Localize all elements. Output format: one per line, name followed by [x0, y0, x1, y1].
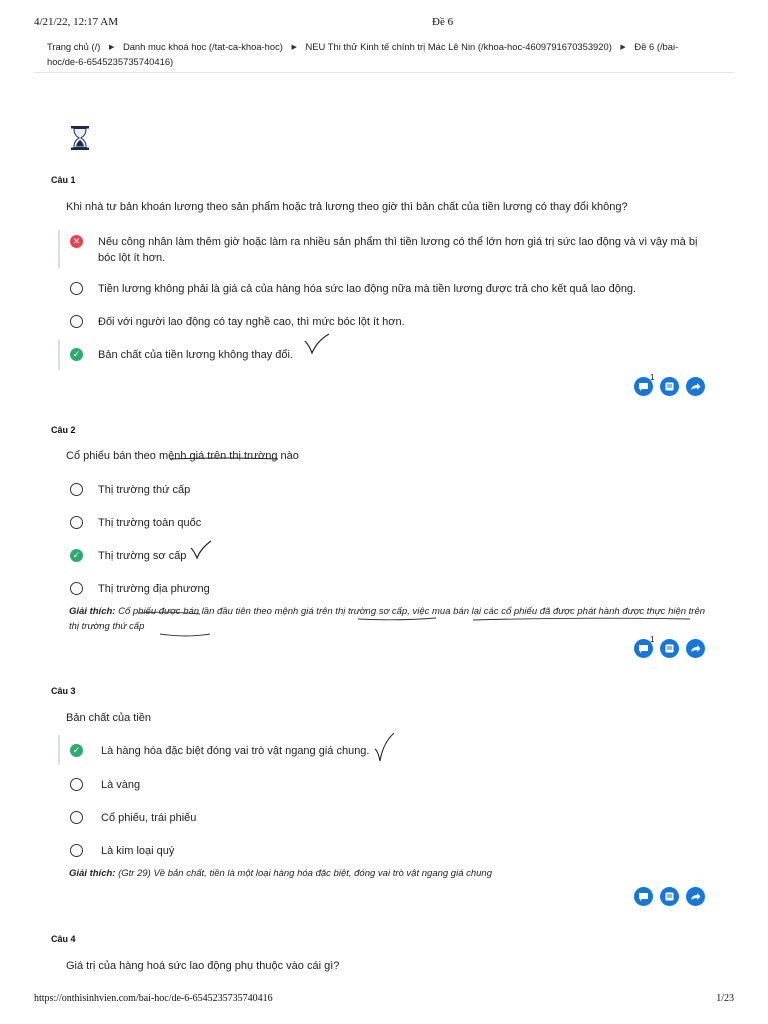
handwritten-underline-marks: [118, 606, 718, 640]
breadcrumb-home[interactable]: Trang chủ (/): [47, 41, 101, 52]
question-text: Bản chất của tiền: [66, 712, 152, 724]
hourglass-icon: [70, 125, 90, 151]
print-page-title: Đề 6: [432, 16, 454, 28]
selected-option-marker: [58, 340, 60, 370]
question-actions: [634, 373, 708, 397]
answer-option-text: Đối với người lao động có tay nghề cao, thì mức bóc lột ít hơn.: [98, 316, 405, 328]
selected-option-marker: [58, 230, 60, 268]
divider: [34, 72, 734, 73]
explanation-text: (Gtr 29) Về bản chất, tiền là một loại hàng hóa đặc biệt, đóng vai trò vật ngang giá chung: [118, 868, 493, 879]
question-text: Khi nhà tư bản khoán lương theo sản phẩm hoặc trả lương theo giờ thì bản chất của tiền lương có thay đổi không?: [66, 201, 628, 213]
breadcrumb-course[interactable]: NEU Thi thử Kinh tế chính trị Mác Lê Nin (/khoa-hoc-4609791670353920): [305, 41, 612, 52]
explanation: [69, 866, 709, 881]
breadcrumb-separator-icon: ▶: [291, 44, 297, 51]
answer-option-text: Tiền lương không phải là giá cả của hàng hóa sức lao động nữa mà tiền lương được trả cho kết quả lao động.: [98, 283, 637, 295]
selected-option-marker: [58, 735, 60, 765]
radio-button[interactable]: [70, 315, 83, 328]
question-actions: [634, 887, 708, 907]
comment-icon[interactable]: [634, 887, 653, 906]
handwritten-checkmark-icon: [374, 731, 396, 765]
explanation-text: Cổ phiếu được bán lần đầu tiên theo mệnh giá trên thị trường sơ cấp, việc mua bán lại các cổ phiếu đã được phát hành được thực hiện trên thị trường thứ cấp: [69, 606, 706, 632]
share-icon[interactable]: [686, 639, 705, 658]
answer-option-text: Là kim loại quý: [101, 845, 175, 857]
explanation-label: Giải thích:: [69, 606, 116, 617]
question-label: Câu 1: [51, 175, 76, 185]
breadcrumb-lesson[interactable]: Đề 6 (/bai-hoc/de-6-6545235735740416): [47, 41, 679, 67]
note-icon[interactable]: [660, 639, 679, 658]
answer-option-text: Bản chất của tiền lương không thay đổi.: [98, 349, 293, 361]
radio-button[interactable]: [70, 282, 83, 295]
radio-button[interactable]: [70, 483, 83, 496]
answer-option-text: Thị trường địa phương: [98, 583, 210, 595]
note-icon[interactable]: [660, 377, 679, 396]
print-datetime: 4/21/22, 12:17 AM: [34, 16, 119, 28]
print-header: [34, 16, 734, 30]
question-text: Giá trị của hàng hoá sức lao động phụ thuộc vào cái gì?: [66, 960, 340, 972]
radio-button[interactable]: [70, 844, 83, 857]
answer-option-text: Là hàng hóa đặc biệt đóng vai trò vật ngang giá chung.: [101, 745, 370, 757]
radio-button[interactable]: [70, 516, 83, 529]
radio-button[interactable]: [70, 582, 83, 595]
correct-check-icon: ✓: [70, 348, 83, 361]
answer-option-text: Nếu công nhân làm thêm giờ hoặc làm ra nhiều sản phẩm thì tiền lương có thể lớn hơn giá trị sức lao động và vì vậy mà bị bóc lột ít hơn.: [98, 236, 698, 264]
comment-count: 1: [650, 635, 655, 644]
answer-option-text: Thị trường sơ cấp: [98, 550, 187, 562]
incorrect-icon: ✕: [70, 235, 83, 248]
breadcrumb-courses[interactable]: Danh mục khoá học (/tat-ca-khoa-hoc): [122, 41, 283, 52]
print-page-number: 1/23: [716, 993, 734, 1004]
question-label: Câu 2: [51, 425, 76, 435]
breadcrumb-separator-icon: ▶: [108, 44, 115, 51]
question-actions: [634, 635, 708, 659]
handwritten-checkmark-icon: [190, 540, 212, 560]
answer-option-text: Cổ phiếu, trái phiếu: [101, 812, 197, 824]
comment-count: 1: [650, 373, 655, 382]
handwritten-strike-mark: [168, 454, 280, 466]
share-icon[interactable]: [686, 887, 705, 906]
breadcrumb-separator-icon: ▶: [620, 44, 626, 51]
radio-button[interactable]: [70, 778, 83, 791]
handwritten-checkmark-icon: [304, 333, 330, 355]
answer-option-text: Là vàng: [101, 779, 141, 791]
answer-option-text: Thị trường toàn quốc: [98, 517, 202, 529]
print-url: https://onthisinhvien.com/bai-hoc/de-6-6545235735740416: [34, 993, 273, 1004]
explanation-label: Giải thích:: [69, 868, 116, 879]
share-icon[interactable]: [686, 377, 705, 396]
question-label: Câu 3: [51, 686, 76, 696]
correct-check-icon: ✓: [70, 744, 83, 757]
question-text: Cổ phiếu bán theo mệnh giá trên thị trường nào: [66, 450, 299, 462]
correct-check-icon: ✓: [70, 549, 83, 562]
breadcrumb: [47, 40, 707, 69]
answer-option-text: Thị trường thứ cấp: [98, 484, 191, 496]
print-footer: [34, 993, 734, 1007]
question-label: Câu 4: [51, 934, 76, 944]
note-icon[interactable]: [660, 887, 679, 906]
radio-button[interactable]: [70, 811, 83, 824]
